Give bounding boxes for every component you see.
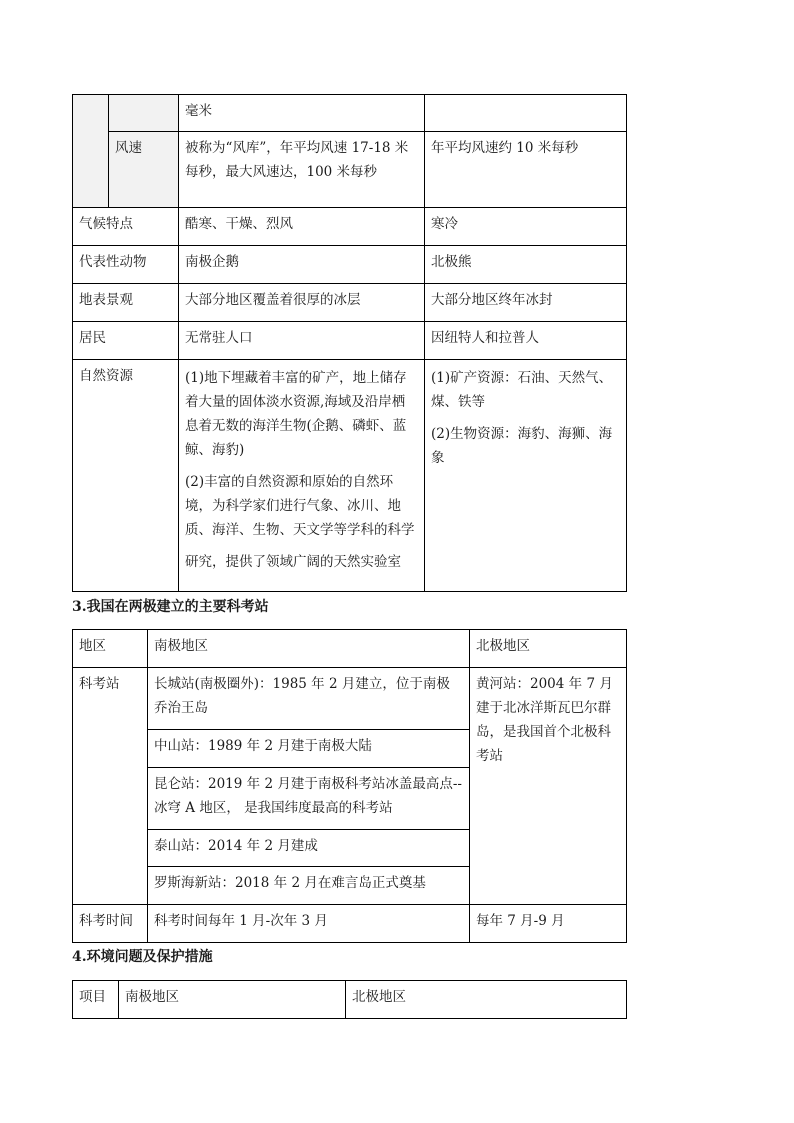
table-row [73, 905, 627, 943]
table-row [73, 668, 627, 730]
paragraph: (1)地下埋藏着丰富的矿产，地上储存着大量的固体淡水资源,海域及沿岸栖息着无数的海洋生物(企鹅、磷虾、蓝鲸、海豹) [185, 370, 407, 458]
section-heading-4: 4.环境问题及保护措施 [72, 949, 213, 965]
merged-empty-cell [73, 95, 109, 208]
antarctic-cell: 南极企鹅 [179, 246, 425, 284]
station-cell: 昆仑站：2019 年 2 月建于南极科考站冰盖最高点--冰穹 A 地区， 是我国纬度最高的科考站 [148, 768, 470, 830]
header-cell: 南极地区 [119, 981, 346, 1019]
arctic-cell: 大部分地区终年冰封 [425, 284, 627, 322]
arctic-cell: 因纽特人和拉普人 [425, 322, 627, 360]
arctic-station-cell: 黄河站：2004 年 7 月建于北冰洋斯瓦巴尔群岛，是我国首个北极科考站 [470, 668, 627, 905]
row-label-cell: 居民 [73, 322, 179, 360]
arctic-cell: 每年 7 月-9 月 [470, 905, 627, 943]
antarctic-cell: 被称为“风库”，年平均风速 17-18 米每秒，最大风速达，100 米每秒 [179, 132, 425, 208]
arctic-resources-cell [425, 360, 627, 592]
environment-table [72, 980, 627, 1019]
paragraph: (2)丰富的自然资源和原始的自然环境，为科学家们进行气象、冰川、地质、海洋、生物、天文学等学科的科学 [185, 474, 415, 538]
antarctic-cell: 无常驻人口 [179, 322, 425, 360]
polar-comparison-table [72, 94, 627, 592]
arctic-cell [425, 95, 627, 132]
antarctic-cell: 大部分地区覆盖着很厚的冰层 [179, 284, 425, 322]
table-row [73, 208, 627, 246]
header-cell: 北极地区 [470, 630, 627, 668]
header-cell: 南极地区 [148, 630, 470, 668]
sub-label-cell: 风速 [109, 132, 179, 208]
arctic-cell: 北极熊 [425, 246, 627, 284]
table-row [73, 360, 627, 592]
row-label-cell: 气候特点 [73, 208, 179, 246]
table-row [73, 284, 627, 322]
row-label-cell: 地表景观 [73, 284, 179, 322]
antarctic-cell: 酷寒、干燥、烈风 [179, 208, 425, 246]
arctic-cell: 年平均风速约 10 米每秒 [425, 132, 627, 208]
header-cell: 北极地区 [346, 981, 627, 1019]
antarctic-cell: 毫米 [179, 95, 425, 132]
table-row [73, 132, 627, 208]
antarctic-cell: 科考时间每年 1 月-次年 3 月 [148, 905, 470, 943]
antarctic-resources-cell [179, 360, 425, 592]
header-cell: 项目 [73, 981, 119, 1019]
station-cell: 泰山站：2014 年 2 月建成 [148, 830, 470, 867]
arctic-cell: 寒冷 [425, 208, 627, 246]
station-cell: 长城站(南极圈外)：1985 年 2 月建立，位于南极乔治王岛 [148, 668, 470, 730]
research-stations-table [72, 629, 627, 943]
row-label-cell: 科考站 [73, 668, 148, 905]
header-cell: 地区 [73, 630, 148, 668]
table-row [73, 322, 627, 360]
section-heading-3: 3.我国在两极建立的主要科考站 [72, 599, 269, 615]
table-row [73, 246, 627, 284]
row-label-cell: 科考时间 [73, 905, 148, 943]
table-row [73, 630, 627, 668]
paragraph: (1)矿产资源：石油、天然气、煤、铁等 [431, 370, 613, 410]
station-cell: 中山站：1989 年 2 月建于南极大陆 [148, 730, 470, 768]
table-row [73, 95, 627, 132]
row-label-cell: 自然资源 [73, 360, 179, 592]
paragraph: 研究，提供了领域广阔的天然实验室 [185, 554, 401, 570]
paragraph: (2)生物资源：海豹、海狮、海象 [431, 426, 613, 466]
station-cell: 罗斯海新站：2018 年 2 月在难言岛正式奠基 [148, 867, 470, 905]
table-row [73, 981, 627, 1019]
row-label-cell: 代表性动物 [73, 246, 179, 284]
sub-label-cell [109, 95, 179, 132]
